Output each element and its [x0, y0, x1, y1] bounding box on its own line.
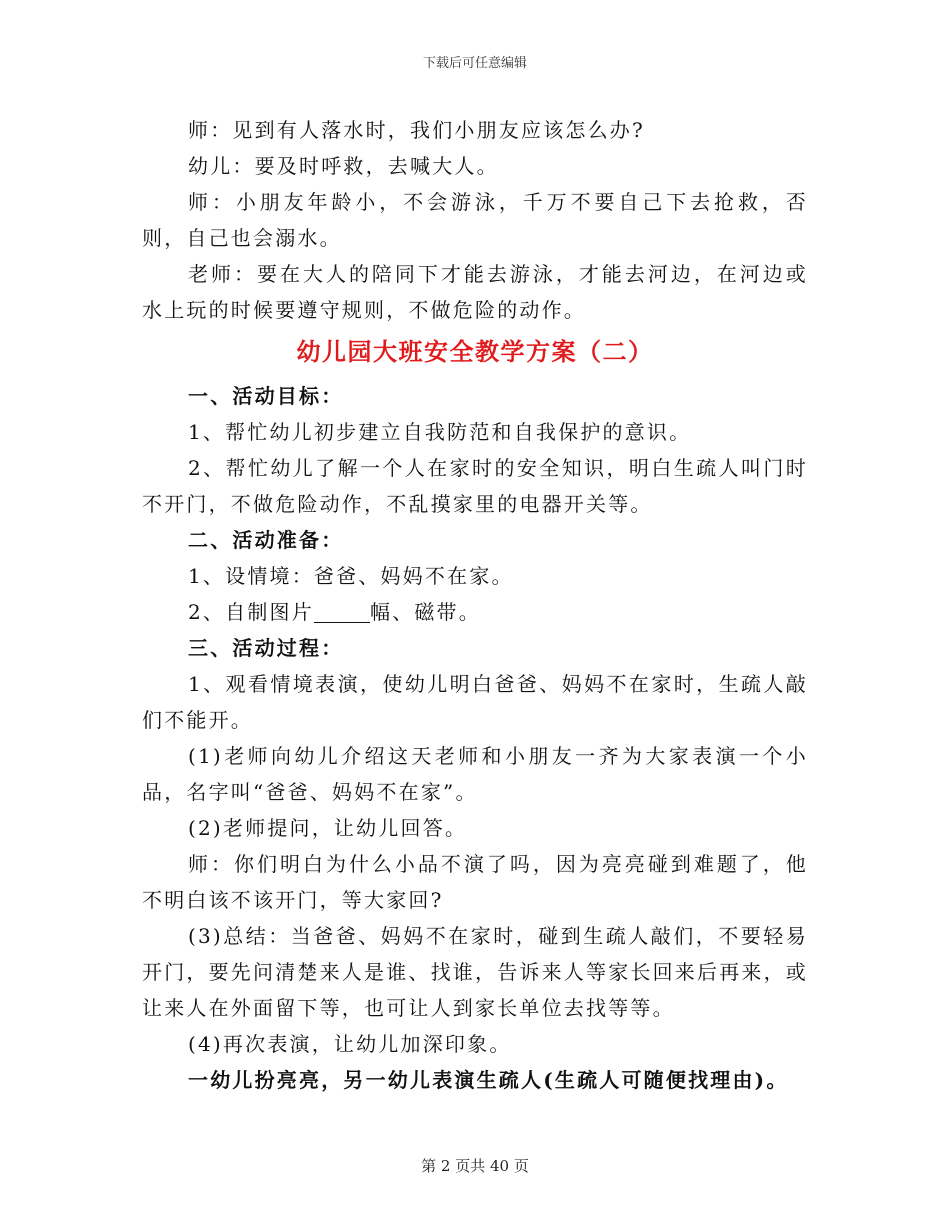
prep-item: 1、设情境：爸爸、妈妈不在家。: [188, 564, 514, 588]
process-item: (2)老师提问，让幼儿回答。: [188, 816, 468, 840]
prep-item-text: 幅、磁带。: [369, 600, 481, 624]
paragraph: 师：见到有人落水时，我们小朋友应该怎么办?: [188, 118, 645, 142]
process-item: (1)老师向幼儿介绍这天老师和小朋友一齐为大家表演一个小品，名字叫“爸爸、妈妈不在家”。: [142, 744, 808, 804]
prep-item-text: 2、自制图片: [188, 600, 314, 624]
process-item: 师：你们明白为什么小品不演了吗，因为亮亮碰到难题了，他不明白该不该开门，等大家回?: [142, 852, 808, 912]
document-body: [142, 112, 808, 1098]
process-bold-line: 一幼儿扮亮亮，另一幼儿表演生疏人(生疏人可随便找理由)。: [188, 1068, 789, 1092]
paragraph: 老师：要在大人的陪同下才能去游泳，才能去河边，在河边或水上玩的时候要遵守规则，不做危险的动作。: [142, 262, 808, 322]
paragraph: 师：小朋友年龄小，不会游泳，千万不要自己下去抢救，否则，自己也会溺水。: [142, 190, 808, 250]
process-item: (4)再次表演，让幼儿加深印象。: [188, 1032, 512, 1056]
section-title: 幼儿园大班安全教学方案（二）: [296, 337, 654, 366]
fill-blank: [314, 602, 370, 623]
page-footer: 第 2 页共 40 页: [421, 1157, 529, 1175]
paragraph: 幼儿：要及时呼救，去喊大人。: [188, 154, 499, 178]
page-header: 下载后可任意编辑: [422, 56, 527, 71]
prep-item: [142, 594, 808, 630]
goal-item: 1、帮忙幼儿初步建立自我防范和自我保护的意识。: [188, 420, 692, 444]
process-item: 1、观看情境表演，使幼儿明白爸爸、妈妈不在家时，生疏人敲们不能开。: [142, 672, 808, 732]
prep-heading: 二、活动准备：: [188, 528, 344, 552]
process-heading: 三、活动过程：: [188, 636, 344, 660]
goal-item: 2、帮忙幼儿了解一个人在家时的安全知识，明白生疏人叫门时不开门，不做危险动作，不乱摸家里的电器开关等。: [142, 456, 808, 516]
goal-heading: 一、活动目标：: [188, 384, 344, 408]
process-item: (3)总结：当爸爸、妈妈不在家时，碰到生疏人敲们，不要轻易开门，要先问清楚来人是谁、找谁，告诉来人等家长回来后再来，或让来人在外面留下等，也可让人到家长单位去找等等。: [142, 924, 808, 1020]
